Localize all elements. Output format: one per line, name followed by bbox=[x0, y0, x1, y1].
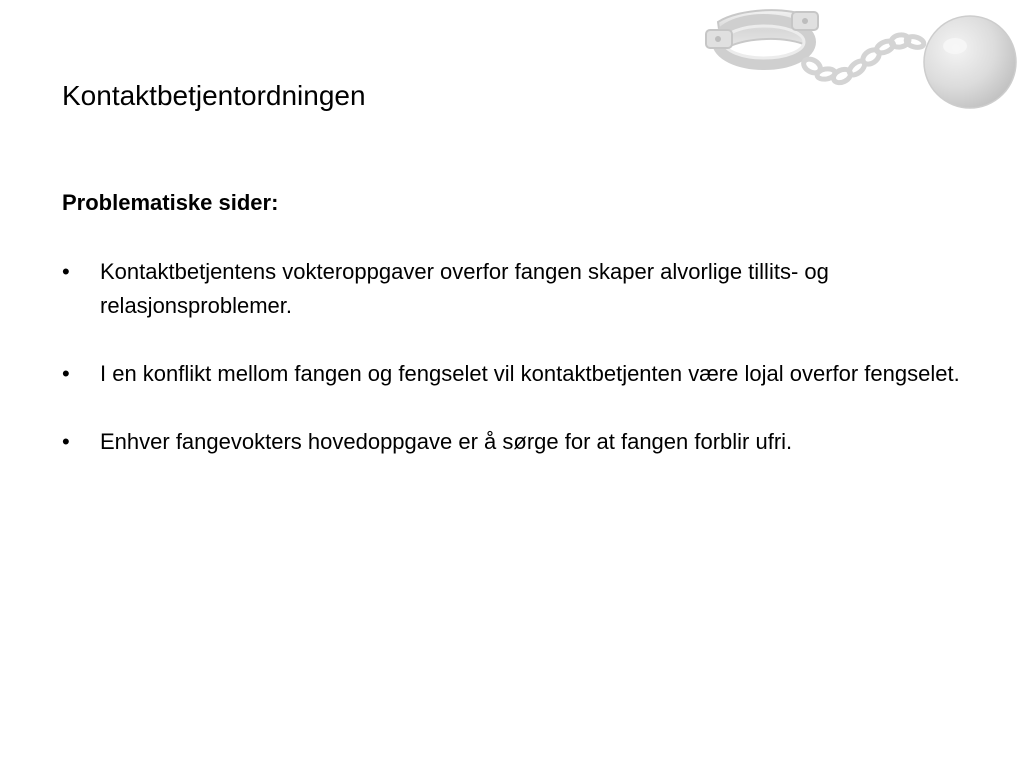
bullet-text: Enhver fangevokters hovedoppgave er å sørge for at fangen forblir ufri. bbox=[100, 429, 793, 454]
ball-and-chain-icon bbox=[700, 0, 1024, 120]
section-subheading: Problematiske sider: bbox=[62, 190, 279, 215]
list-item bbox=[62, 425, 962, 459]
bullet-icon: • bbox=[62, 429, 70, 454]
bullet-icon: • bbox=[62, 361, 70, 386]
bullet-icon: • bbox=[62, 259, 70, 284]
bullet-list bbox=[62, 255, 962, 493]
list-item bbox=[62, 255, 962, 323]
slide-title: Kontaktbetjentordningen bbox=[62, 80, 366, 111]
list-item bbox=[62, 357, 962, 391]
bullet-text: Kontaktbetjentens vokteroppgaver overfor fangen skaper alvorlige tillits- og relasjonsproblemer. bbox=[100, 259, 829, 318]
bullet-text: I en konflikt mellom fangen og fengselet vil kontaktbetjenten være lojal overfor fengselet. bbox=[100, 361, 960, 386]
